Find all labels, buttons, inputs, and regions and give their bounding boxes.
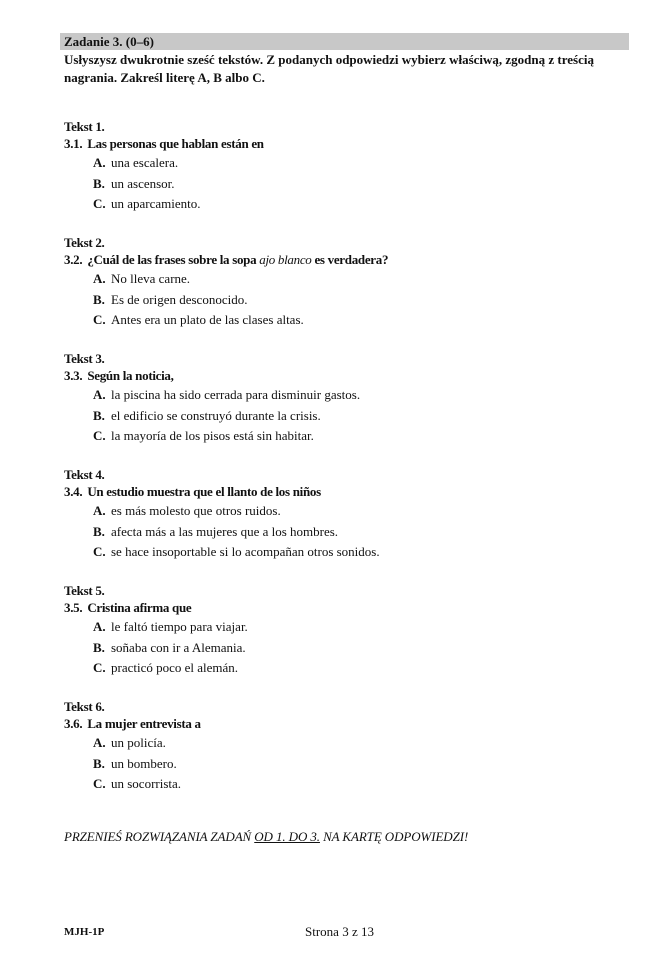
question-section [64, 350, 624, 447]
question-text [87, 716, 200, 731]
answer-option[interactable] [93, 385, 624, 406]
option-letter[interactable]: A. [93, 619, 106, 634]
question-text-end: es verdadera? [311, 252, 389, 267]
option-text: No lleva carne. [111, 271, 191, 286]
question-number: 3.3. [64, 368, 83, 383]
option-letter[interactable]: B. [93, 291, 105, 307]
question-text-italic: ajo blanco [259, 252, 312, 267]
question [64, 715, 624, 733]
question-section [64, 582, 624, 679]
option-text: es más molesto que otros ruidos. [111, 503, 281, 518]
option-letter[interactable]: C. [93, 660, 106, 675]
text-label: Tekst 1. [64, 119, 105, 134]
page-number: Strona 3 z 13 [305, 924, 374, 939]
answer-option[interactable] [93, 501, 624, 522]
question-text-main: Cristina afirma que [87, 600, 192, 615]
answer-option[interactable] [93, 269, 624, 290]
question-text-main: Según la noticia, [87, 368, 174, 383]
option-text: la mayoría de los pisos está sin habitar. [111, 428, 314, 443]
question-section [64, 118, 624, 215]
answer-option[interactable] [93, 406, 624, 427]
option-text: una escalera. [111, 155, 179, 170]
question-section [64, 234, 624, 331]
question-text-main: ¿Cuál de las frases sobre la sopa [87, 252, 260, 267]
text-label: Tekst 5. [64, 583, 105, 598]
question-text [87, 600, 191, 615]
question-text-main: Un estudio muestra que el llanto de los niños [87, 484, 321, 499]
question [64, 251, 624, 269]
option-text: un bombero. [111, 755, 177, 771]
option-letter[interactable]: A. [93, 271, 106, 286]
option-letter[interactable]: A. [93, 155, 106, 170]
answer-option[interactable] [93, 310, 624, 331]
task-title: Zadanie 3. (0–6) [64, 34, 154, 49]
answer-option[interactable] [93, 426, 624, 447]
answer-option[interactable] [93, 153, 624, 174]
question [64, 135, 624, 153]
answer-option[interactable] [93, 174, 624, 195]
option-text: un socorrista. [111, 776, 182, 791]
note-pre: PRZENIEŚ ROZWIĄZANIA ZADAŃ [64, 829, 255, 844]
option-letter[interactable]: B. [93, 175, 105, 191]
question-text [87, 368, 173, 383]
question-text-main: Las personas que hablan están en [87, 136, 264, 151]
option-letter[interactable]: A. [93, 503, 106, 518]
question-text [87, 252, 388, 267]
option-text: el edificio se construyó durante la crisis. [111, 407, 321, 423]
answer-option[interactable] [93, 733, 624, 754]
question-number: 3.1. [64, 136, 83, 151]
option-letter[interactable]: B. [93, 523, 105, 539]
option-text: un aparcamiento. [111, 196, 201, 211]
option-letter[interactable]: B. [93, 407, 105, 423]
option-letter[interactable]: C. [93, 196, 106, 211]
answer-option[interactable] [93, 638, 624, 659]
question [64, 367, 624, 385]
question-text-main: La mujer entrevista a [87, 716, 201, 731]
option-letter[interactable]: B. [93, 639, 105, 655]
question [64, 483, 624, 501]
option-letter[interactable]: C. [93, 312, 106, 327]
question-text [87, 136, 263, 151]
question-text [87, 484, 321, 499]
text-label: Tekst 3. [64, 351, 105, 366]
text-label: Tekst 6. [64, 699, 105, 714]
text-label: Tekst 4. [64, 467, 105, 482]
answer-option[interactable] [93, 194, 624, 215]
option-letter[interactable]: A. [93, 735, 106, 750]
question [64, 599, 624, 617]
question-number: 3.6. [64, 716, 83, 731]
task-instruction: Usłyszysz dwukrotnie sześć tekstów. Z podanych odpowiedzi wybierz właściwą, zgodną z treścią nagrania. Zakreśl literę A, B albo C. [64, 52, 594, 85]
question-section [64, 466, 624, 563]
answer-option[interactable] [93, 542, 624, 563]
option-text: Antes era un plato de las clases altas. [111, 312, 304, 327]
option-letter[interactable]: C. [93, 428, 106, 443]
option-letter[interactable]: C. [93, 776, 106, 791]
answer-option[interactable] [93, 522, 624, 543]
exam-code: MJH-1P [64, 926, 105, 938]
option-text: un policía. [111, 735, 166, 750]
option-letter[interactable]: C. [93, 544, 106, 559]
answer-option[interactable] [93, 617, 624, 638]
note-post: NA KARTĘ ODPOWIEDZI! [319, 829, 469, 844]
option-text: afecta más a las mujeres que a los hombres. [111, 523, 339, 539]
transfer-answers-note [64, 829, 468, 845]
option-text: soñaba con ir a Alemania. [111, 639, 246, 655]
option-text: le faltó tiempo para viajar. [111, 619, 248, 634]
option-text: un ascensor. [111, 175, 175, 191]
option-letter[interactable]: A. [93, 387, 106, 402]
option-text: la piscina ha sido cerrada para disminuir gastos. [111, 387, 361, 402]
question-number: 3.2. [64, 252, 83, 267]
option-text: practicó poco el alemán. [111, 660, 239, 675]
note-underlined: OD 1. DO 3. [254, 829, 320, 844]
option-text: Es de origen desconocido. [111, 291, 248, 307]
answer-option[interactable] [93, 774, 624, 795]
text-label: Tekst 2. [64, 235, 105, 250]
question-number: 3.5. [64, 600, 83, 615]
option-letter[interactable]: B. [93, 755, 105, 771]
option-text: se hace insoportable si lo acompañan otros sonidos. [111, 544, 380, 559]
question-section [64, 698, 624, 795]
answer-option[interactable] [93, 290, 624, 311]
answer-option[interactable] [93, 658, 624, 679]
question-number: 3.4. [64, 484, 83, 499]
answer-option[interactable] [93, 754, 624, 775]
